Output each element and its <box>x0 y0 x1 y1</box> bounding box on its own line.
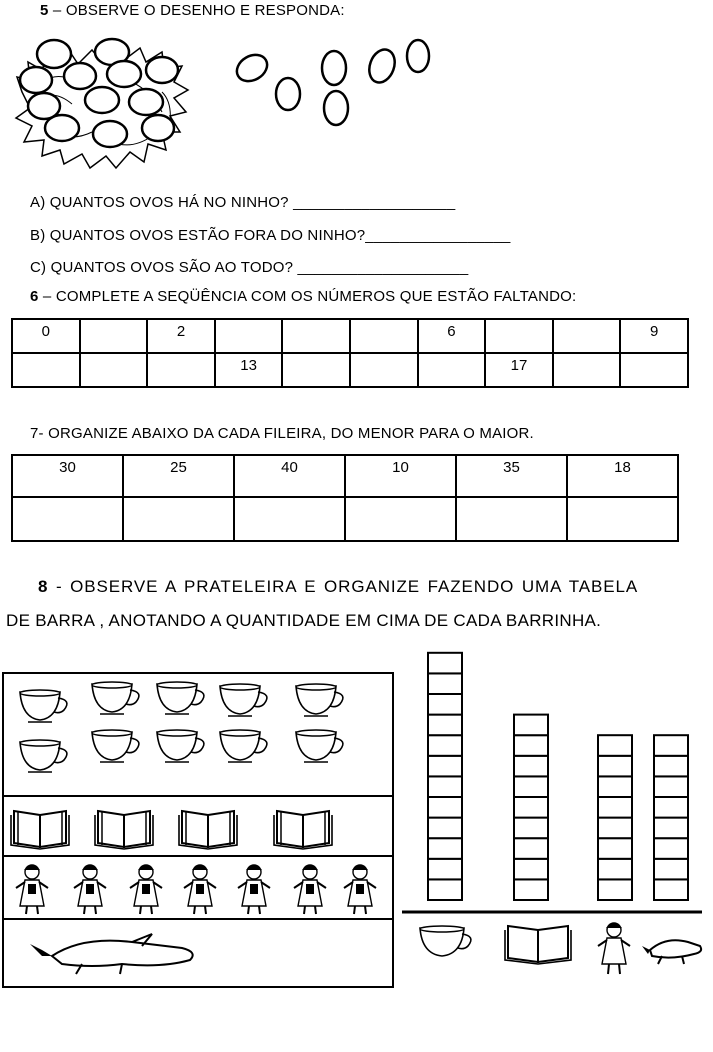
cup-icon <box>420 926 471 956</box>
bar-box[interactable] <box>654 879 688 900</box>
bar-box[interactable] <box>428 818 462 839</box>
q6-cell[interactable]: 0 <box>12 319 80 353</box>
q7-answer-cell[interactable] <box>567 497 678 541</box>
bar-box[interactable] <box>428 859 462 880</box>
q6-title <box>30 288 576 305</box>
q7-number-cell: 25 <box>123 455 234 497</box>
q5-number: 5 <box>40 2 49 19</box>
q5-question-b: B) QUANTOS OVOS ESTÃO FORA DO NINHO?_________________ <box>30 227 511 244</box>
q6-cell[interactable] <box>620 353 688 387</box>
q6-title-text: – COMPLETE A SEQÜÊNCIA COM OS NÚMEROS QUE ESTÃO FALTANDO: <box>38 288 577 305</box>
bar-box[interactable] <box>428 838 462 859</box>
shelf-image <box>2 672 396 992</box>
q6-cell[interactable] <box>80 353 148 387</box>
q7-title: 7- ORGANIZE ABAIXO DA CADA FILEIRA, DO MENOR PARA O MAIOR. <box>30 425 534 442</box>
bar-box[interactable] <box>428 756 462 777</box>
q7-number-cell: 35 <box>456 455 567 497</box>
bar-box[interactable] <box>428 776 462 797</box>
bar-box[interactable] <box>598 859 632 880</box>
bar-box[interactable] <box>428 879 462 900</box>
bar-column-book[interactable] <box>514 715 548 900</box>
q6-cell[interactable] <box>485 319 553 353</box>
q7-order-table <box>11 454 679 542</box>
bar-box[interactable] <box>514 715 548 736</box>
bar-box[interactable] <box>514 776 548 797</box>
q7-answer-cell[interactable] <box>345 497 456 541</box>
q6-cell[interactable]: 13 <box>215 353 283 387</box>
chart-legend-icons <box>410 918 710 988</box>
q7-number-cell: 10 <box>345 455 456 497</box>
q6-number: 6 <box>30 288 39 305</box>
q6-cell[interactable] <box>553 353 621 387</box>
bar-box[interactable] <box>598 838 632 859</box>
q6-sequence-table <box>11 318 689 388</box>
bar-box[interactable] <box>654 776 688 797</box>
bar-box[interactable] <box>654 818 688 839</box>
q5-title <box>40 2 345 19</box>
q6-cell[interactable]: 2 <box>147 319 215 353</box>
q8-title-line2: DE BARRA , ANOTANDO A QUANTIDADE EM CIMA DE CADA BARRINHA. <box>6 611 602 630</box>
bar-box[interactable] <box>598 776 632 797</box>
q6-row-1 <box>12 319 688 353</box>
bar-column-cup[interactable] <box>428 653 462 900</box>
q6-cell[interactable] <box>12 353 80 387</box>
shelf-cups <box>20 682 343 772</box>
loose-eggs-image <box>230 36 440 136</box>
q7-numbers-row <box>12 455 678 497</box>
q6-cell[interactable] <box>350 319 418 353</box>
book-icon <box>505 926 571 964</box>
q8-title-line1: - OBSERVE A PRATELEIRA E ORGANIZE FAZENDO UMA TABELA <box>48 577 639 596</box>
bar-box[interactable] <box>428 715 462 736</box>
q6-row-2 <box>12 353 688 387</box>
q5-title-text: – OBSERVE O DESENHO E RESPONDA: <box>48 2 345 19</box>
bar-box[interactable] <box>514 859 548 880</box>
bar-box[interactable] <box>428 673 462 694</box>
q7-answer-cell[interactable] <box>456 497 567 541</box>
q5-question-a: A) QUANTOS OVOS HÁ NO NINHO? ___________________ <box>30 194 456 211</box>
q6-cell[interactable] <box>215 319 283 353</box>
bar-column-alligator[interactable] <box>654 735 688 900</box>
q6-cell[interactable] <box>282 319 350 353</box>
q6-cell[interactable]: 17 <box>485 353 553 387</box>
bar-column-doll[interactable] <box>598 735 632 900</box>
bar-box[interactable] <box>654 859 688 880</box>
doll-icon <box>598 923 630 974</box>
bar-box[interactable] <box>654 756 688 777</box>
bar-box[interactable] <box>514 797 548 818</box>
q6-cell[interactable] <box>282 353 350 387</box>
q6-cell[interactable] <box>418 353 486 387</box>
nest-with-eggs-image <box>12 32 192 172</box>
bar-box[interactable] <box>598 818 632 839</box>
bar-box[interactable] <box>598 756 632 777</box>
bar-box[interactable] <box>428 735 462 756</box>
bar-box[interactable] <box>654 838 688 859</box>
bar-box[interactable] <box>514 838 548 859</box>
bar-box[interactable] <box>654 735 688 756</box>
bar-box[interactable] <box>598 735 632 756</box>
bar-box[interactable] <box>598 797 632 818</box>
shelf-books <box>11 811 332 849</box>
bar-box[interactable] <box>428 797 462 818</box>
q6-cell[interactable] <box>147 353 215 387</box>
bar-box[interactable] <box>514 818 548 839</box>
q6-cell[interactable] <box>350 353 418 387</box>
bar-box[interactable] <box>428 694 462 715</box>
q7-answer-cell[interactable] <box>123 497 234 541</box>
q6-cell[interactable] <box>80 319 148 353</box>
q7-answer-cell[interactable] <box>234 497 345 541</box>
q7-number-cell: 40 <box>234 455 345 497</box>
q7-number-cell: 30 <box>12 455 123 497</box>
q7-number-cell: 18 <box>567 455 678 497</box>
bar-box[interactable] <box>514 735 548 756</box>
shelf-alligator <box>30 934 193 974</box>
q6-cell[interactable]: 9 <box>620 319 688 353</box>
shelf-dolls <box>16 865 376 914</box>
bar-box[interactable] <box>428 653 462 674</box>
bar-box[interactable] <box>514 879 548 900</box>
q5-question-c: C) QUANTOS OVOS SÃO AO TODO? ____________________ <box>30 259 469 276</box>
q6-cell[interactable]: 6 <box>418 319 486 353</box>
bar-box[interactable] <box>514 756 548 777</box>
q6-cell[interactable] <box>553 319 621 353</box>
q8-title <box>38 577 638 597</box>
q7-answer-row <box>12 497 678 541</box>
bar-box[interactable] <box>598 879 632 900</box>
alligator-icon <box>642 940 701 964</box>
q7-answer-cell[interactable] <box>12 497 123 541</box>
bar-box[interactable] <box>654 797 688 818</box>
q8-number: 8 <box>38 577 49 596</box>
